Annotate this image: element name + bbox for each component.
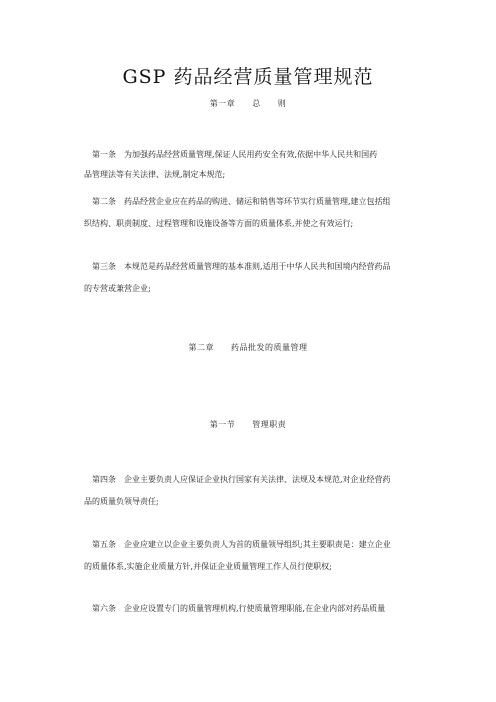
article-line: 的质量体系,实施企业质量方针,并保证企业质量管理工作人员行使职权; (84, 562, 332, 571)
article-3 (84, 256, 420, 300)
section-heading: 第一节 管理职责 (209, 420, 287, 429)
article-line: 的专营或兼营企业; (84, 284, 151, 293)
article-1 (84, 145, 428, 185)
article-6 (84, 598, 420, 620)
document-title: GSP 药品经营质量管理规范 (122, 66, 374, 88)
article-line: 织结构、职责制度、过程管理和设施设备等方面的质量体系,并使之有效运行; (84, 219, 354, 228)
article-line: 第六条 企业应设置专门的质量管理机构,行使质量管理职能,在企业内部对药品质量 (92, 604, 386, 613)
article-line: 第二条 药品经营企业应在药品的购进、储运和销售等环节实行质量管理,建立包括组 (92, 197, 391, 206)
article-line: 第三条 本规范是药品经营质量管理的基本准则,适用于中华人民共和国境内经营药品 (92, 262, 391, 271)
chapter-heading: 第一章 总 则 (209, 99, 287, 108)
article-line: 第一条 为加强药品经营质量管理,保证人民用药安全有效,依据中华人民共和国药 (92, 150, 378, 159)
article-5 (84, 534, 420, 578)
chapter-heading: 第二章 药品批发的质量管理 (188, 343, 308, 352)
article-4 (84, 469, 420, 513)
article-line: 品管理法等有关法律、法规,制定本规范; (84, 170, 226, 179)
article-line: 第四条 企业主要负责人应保证企业执行国家有关法律、法规及本规范,对企业经营药 (92, 475, 391, 484)
article-line: 品的质量负领导责任; (84, 497, 159, 506)
article-2 (84, 191, 420, 235)
article-line: 第五条 企业应建立以企业主要负责人为首的质量领导组织;其主要职责是：建立企业 (92, 540, 391, 549)
